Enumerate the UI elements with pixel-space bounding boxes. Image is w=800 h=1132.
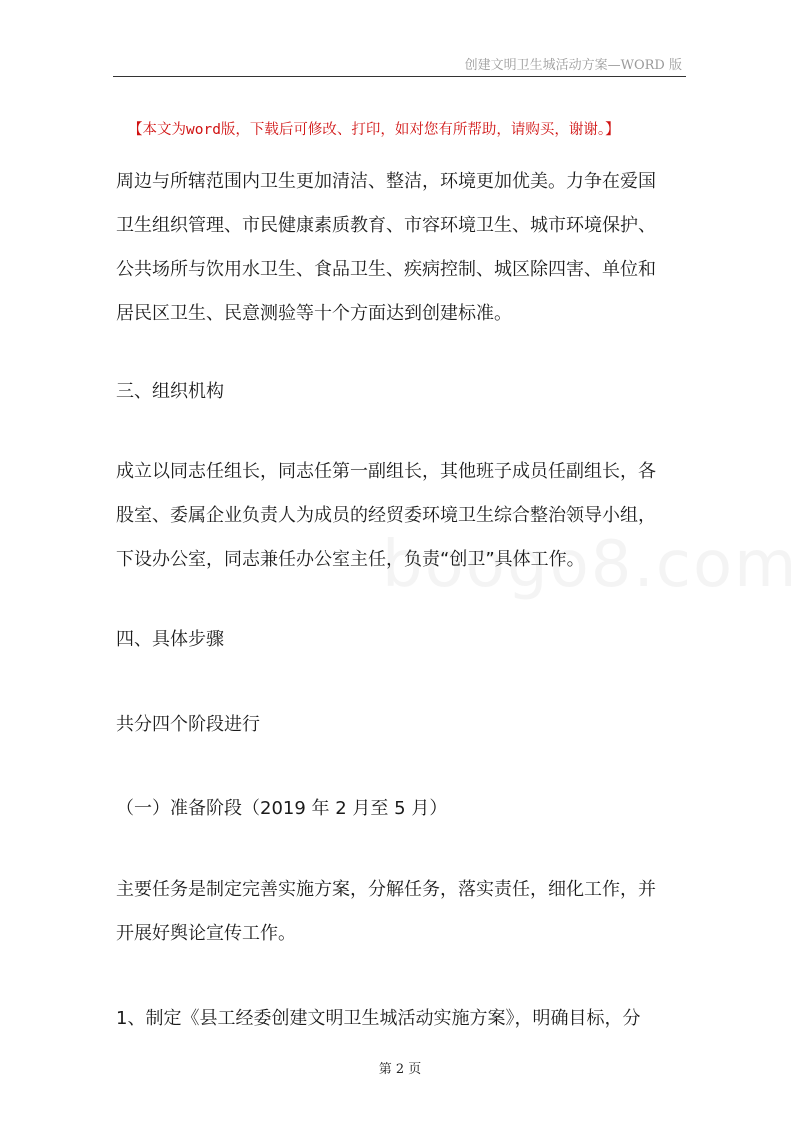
text-line: 股室、委属企业负责人为成员的经贸委环境卫生综合整治领导小组，	[116, 505, 656, 526]
page-number: 第 2 页	[378, 1062, 422, 1077]
text-line: 卫生组织管理、市民健康素质教育、市容环境卫生、城市环境保护、	[116, 215, 656, 236]
section-heading-organization	[116, 370, 696, 414]
download-notice: 【本文为word版，下载后可修改、打印，如对您有所帮助，请购买，谢谢。】	[128, 122, 620, 138]
section-heading-steps	[116, 618, 696, 662]
text-line: 成立以同志任组长，同志任第一副组长，其他班子成员任副组长，各	[116, 461, 656, 482]
text-line: 共分四个阶段进行	[116, 714, 260, 735]
header-divider	[113, 76, 686, 77]
text-line: （一）准备阶段（2019 年 2 月至 5 月）	[116, 798, 448, 819]
page-header-title: 创建文明卫生城活动方案—WORD 版	[464, 58, 682, 73]
text-line: 1、制定《县工经委创建文明卫生城活动实施方案》，明确目标，分	[116, 1008, 641, 1029]
text-line: 下设办公室，同志兼任办公室主任，负责“创卫”具体工作。	[116, 549, 585, 570]
paragraph-main-tasks	[116, 868, 696, 956]
text-line: 周边与所辖范围内卫生更加清洁、整洁，环境更加优美。力争在爱国	[116, 171, 656, 192]
subheading-preparation-stage	[116, 787, 696, 831]
paragraph-organization	[116, 450, 696, 582]
text-line: 四、具体步骤	[116, 629, 224, 650]
paragraph-item-1	[116, 997, 696, 1041]
text-line: 居民区卫生、民意测验等十个方面达到创建标准。	[116, 303, 512, 324]
paragraph-four-stages	[116, 703, 696, 747]
text-line: 主要任务是制定完善实施方案，分解任务，落实责任，细化工作，并	[116, 879, 656, 900]
text-line: 开展好舆论宣传工作。	[116, 923, 296, 944]
text-line: 公共场所与饮用水卫生、食品卫生、疾病控制、城区除四害、单位和	[116, 259, 656, 280]
paragraph-goals	[116, 160, 696, 336]
text-line: 三、组织机构	[116, 381, 224, 402]
